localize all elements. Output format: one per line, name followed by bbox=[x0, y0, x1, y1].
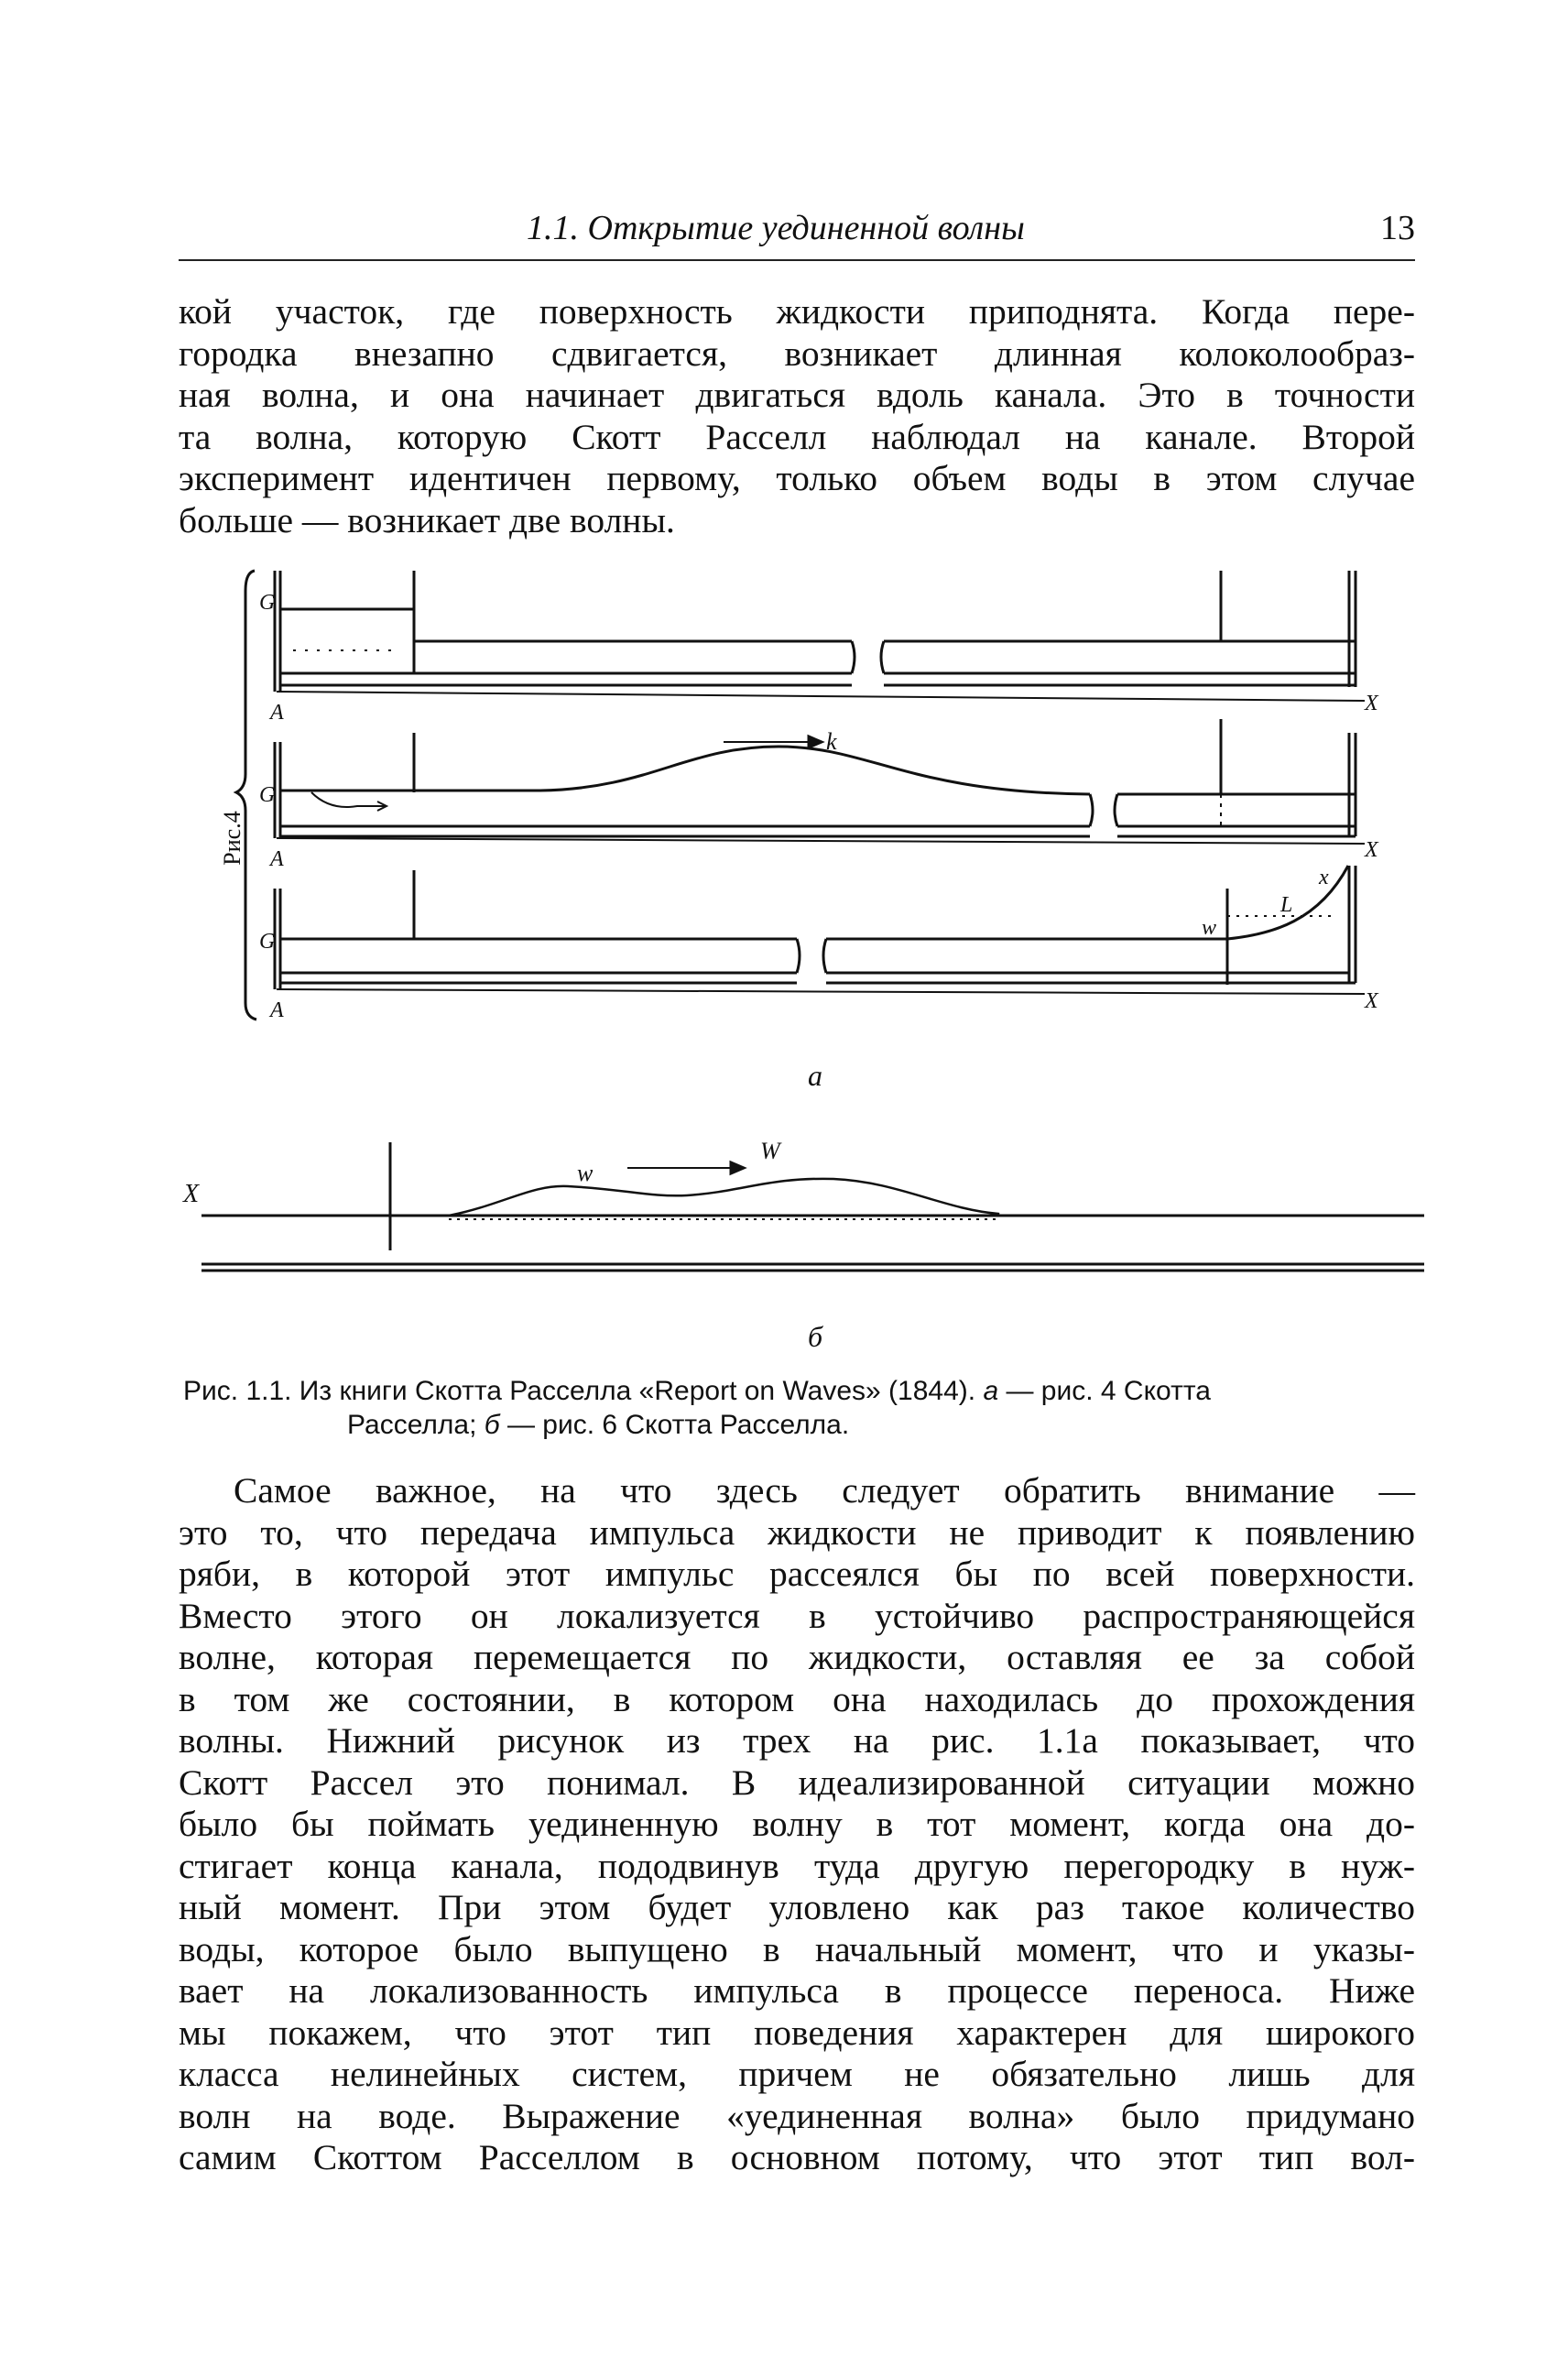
text-line: волне, которая перемещается по жидкости, оставляя ее за собой bbox=[179, 1637, 1415, 1677]
text-line: городка внезапно сдвигается, возникает длинная колоколообраз- bbox=[179, 333, 1415, 374]
panel-b-channel bbox=[182, 1138, 1424, 1271]
side-label: Рис.4 bbox=[219, 811, 245, 866]
text-line: ный момент. При этом будет уловлено как раз такое количество bbox=[179, 1887, 1415, 1927]
caption-line-2-prefix: Расселла; bbox=[347, 1410, 485, 1440]
flow-arrow bbox=[311, 792, 385, 807]
figure-caption bbox=[183, 1374, 1420, 1442]
caption-line-2 bbox=[183, 1408, 1420, 1442]
text-line: Вместо этого он локализуется в устойчиво распространяющейся bbox=[179, 1595, 1415, 1636]
text-line: воды, которое было выпущено в начальный момент, что и указы- bbox=[179, 1928, 1415, 1969]
label-x: X bbox=[183, 1180, 200, 1208]
text-line: мы покажем, что этот тип поведения характерен для широкого bbox=[179, 2012, 1415, 2053]
label-w-lower: w bbox=[577, 1160, 593, 1186]
row-2-tank bbox=[259, 719, 1379, 871]
text-line: Самое важное, на что здесь следует обратить внимание — bbox=[234, 1470, 1415, 1511]
text-line: ная волна, и она начинает двигаться вдоль канала. Это в точности bbox=[179, 375, 1415, 415]
label-k: k bbox=[826, 728, 837, 755]
caption-b-letter: б bbox=[484, 1410, 500, 1440]
row-3-tank bbox=[259, 866, 1379, 1022]
caption-line-1-prefix: Рис. 1.1. Из книги Скотта Расселла «Report on Waves» (1844). bbox=[183, 1376, 984, 1406]
solitary-wave-profile bbox=[280, 747, 1090, 794]
panel-b-label: б bbox=[808, 1320, 823, 1353]
label-x: X bbox=[1365, 838, 1378, 862]
text-line: в том же состоянии, в котором она находилась до прохождения bbox=[179, 1678, 1415, 1719]
running-title: 1.1. Открытие уединенной волны bbox=[527, 209, 1025, 247]
text-line: та волна, которую Скотт Расселл наблюдал на канале. Второй bbox=[179, 416, 1415, 457]
label-g: G bbox=[259, 783, 276, 807]
text-line: класса нелинейных систем, причем не обязательно лишь для bbox=[179, 2054, 1415, 2094]
text-line: это то, что передача импульса жидкости не приводит к появлению bbox=[179, 1511, 1415, 1553]
label-w-upper: W bbox=[760, 1138, 780, 1164]
text-line: Скотт Рассел это понимал. В идеализированной ситуации можно bbox=[179, 1762, 1415, 1803]
row-1-tank bbox=[259, 571, 1379, 725]
panel-a-label: а bbox=[808, 1059, 822, 1092]
text-line: больше — возникает две волны. bbox=[179, 499, 675, 540]
label-w-lower: w bbox=[1202, 916, 1217, 940]
text-line: волны. Нижний рисунок из трех на рис. 1.1а показывает, что bbox=[179, 1720, 1415, 1761]
label-g: G bbox=[259, 591, 276, 615]
two-wave-profile bbox=[449, 1179, 998, 1216]
label-a: A bbox=[270, 701, 284, 725]
label-a: A bbox=[270, 998, 284, 1022]
figure-scott-russell bbox=[174, 563, 1438, 1360]
paragraph-2 bbox=[179, 1470, 1415, 2179]
label-x-italic: x bbox=[1319, 866, 1329, 889]
text-line: ряби, в которой этот импульс рассеялся бы по всей поверхности. bbox=[179, 1554, 1415, 1594]
caption-a-letter: а bbox=[983, 1376, 999, 1406]
label-g: G bbox=[259, 930, 276, 954]
label-a: A bbox=[270, 847, 284, 871]
figure-brace bbox=[236, 571, 256, 1020]
page-number: 13 bbox=[1380, 209, 1415, 247]
text-line: волн на воде. Выражение «уединенная волна» было придумано bbox=[179, 2095, 1415, 2136]
text-line: эксперимент идентичен первому, только объем воды в этом случае bbox=[179, 458, 1415, 498]
caption-line-1-suffix: — рис. 4 Скотта bbox=[998, 1376, 1211, 1406]
paragraph-1 bbox=[179, 291, 1415, 541]
label-l: L bbox=[1280, 893, 1293, 917]
label-x: X bbox=[1365, 692, 1378, 715]
text-line: самим Скоттом Расселлом в основном потому, что этот тип вол- bbox=[179, 2137, 1415, 2177]
caption-line-2-suffix: — рис. 6 Скотта Расселла. bbox=[499, 1410, 850, 1440]
text-line: было бы поймать уединенную волну в тот момент, когда она до- bbox=[179, 1804, 1415, 1844]
text-line: вает на локализованность импульса в процессе переноса. Ниже bbox=[179, 1970, 1415, 2011]
label-x: X bbox=[1365, 989, 1378, 1013]
text-line: стигает конца канала, пододвинув туда другую перегородку в нуж- bbox=[179, 1845, 1415, 1886]
text-line: кой участок, где поверхность жидкости приподнята. Когда пере- bbox=[179, 291, 1415, 332]
running-header bbox=[179, 206, 1415, 261]
